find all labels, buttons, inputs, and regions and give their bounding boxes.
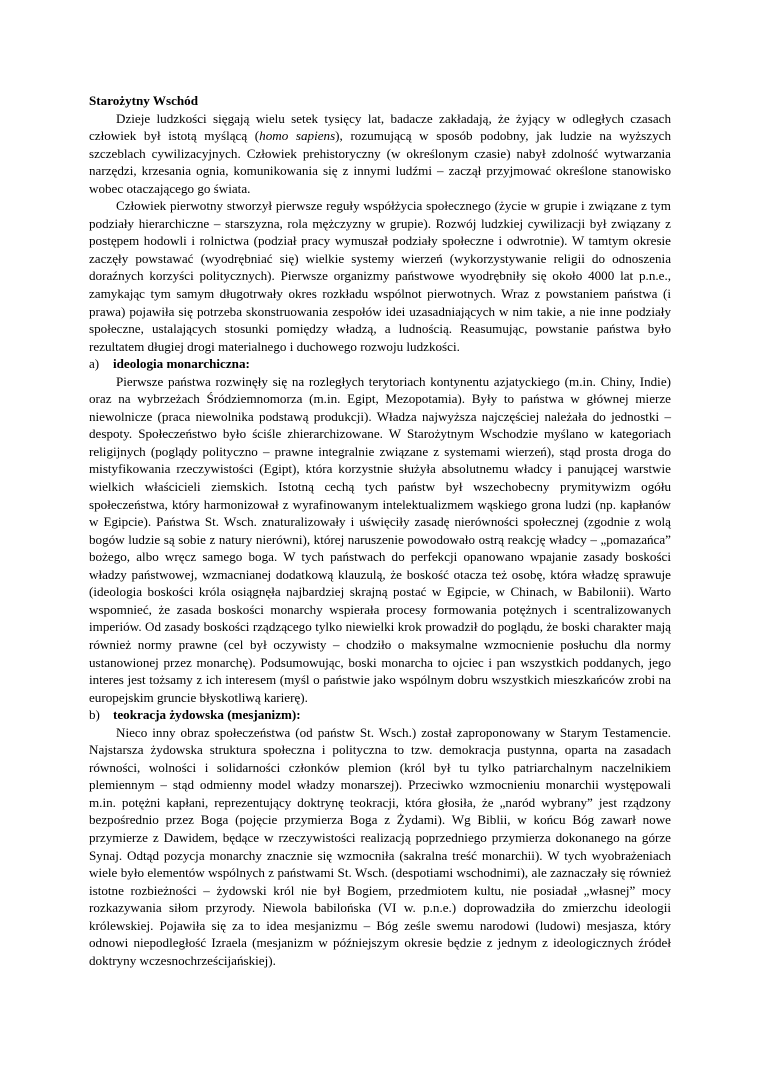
intro-p1-italic: homo sapiens bbox=[259, 128, 336, 144]
intro-paragraph-1 bbox=[89, 110, 671, 198]
section-letter: b) bbox=[89, 707, 100, 723]
section-b-text: Nieco inny obraz społeczeństwa (od państw St. Wsch.) został zaproponowany w Starym Testamencie. Najstarsza żydowska struktura społeczna i polityczna to tzw. demokracja pustynna, oparta na zasadach równości, wolności i solidarności członków plemion (król był tu tylko patriarchalnym naczelnikiem plemiennym – stąd odmienny model władzy monarszej). Przeciwko wzmocnieniu monarchii występowali m.in. potężni kapłani, reprezentujący doktrynę teokracji, która głosiła, że „naród wybrany” jest rządzony bezpośrednio przez Boga (pojęcie przymierza Boga z Żydami). Wg Biblii, w końcu Bóg zawarł nowe przymierze z Dawidem, będące w rzeczywistości realizacją poprzedniego przymierza dokonanego na górze Synaj. Odtąd pozycja monarchy znacznie się wzmocniła (sakralna treść monarchii). W tych wyobrażeniach wiele było elementów wspólnych z państwami St. Wsch. (despotiami wschodnimi), ale zaznaczały się również istotne rozbieżności – żydowski król nie był Bogiem, przedmiotem kultu, nie posiadał „własnej” mocy rozkazywania siłom przyrody. Niewola babilońska (VI w. p.n.e.) doprowadziła do zmierzchu ideologii królewskiej. Pojawiła się za to idea mesjanizmu – Bóg ześle swemu narodowi (ludowi) mesjasza, który odnowi niepodległość Izraela (mesjanizm w późniejszym okresie będzie z jednym z ideologicznych źródeł doktryny wczesnochrześcijańskiej). bbox=[89, 724, 671, 968]
section-heading-b bbox=[89, 706, 671, 724]
section-heading: teokracja żydowska (mesjanizm): bbox=[113, 707, 301, 723]
intro-p1-after: ), rozumującą w sposób podobny, jak ludzie na wyższych szczeblach cywilizacyjnych. Człowiek prehistoryczny (w określonym czasie) nabył zdolność wytwarzania narzędzi, krzesania ognia, komunikowania się z innymi ludźmi – zaczął przyjmować określone stanowisko wobec otaczającego go świata. bbox=[89, 128, 671, 196]
document-page bbox=[89, 92, 671, 969]
document-title: Starożytny Wschód bbox=[89, 93, 199, 108]
intro-paragraph-2: Człowiek pierwotny stworzył pierwsze reguły współżycia społecznego (życie w grupie i związane z tym podziały hierarchiczne – starszyzna, rola mężczyzny w grupie). Rozwój ludzkiej cywilizacji był związany z postępem hodowli i rolnictwa (podział pracy wymuszał podziały społeczne i odwrotnie). W tamtym okresie zaczęły powstawać (wyodrębniać się) wielkie systemy wierzeń (wykorzystywanie religii do odnoszenia doraźnych korzyści politycznych). Pierwsze organizmy państwowe wyodrębniły się około 4000 lat p.n.e., zamykając tym samym długotrwały okres rozkładu wspólnot pierwotnych. Wraz z powstaniem państwa (i prawa) pojawiła się potrzeba skonstruowania zespołów idei uzasadniających w nim takie, a nie inne podziały społeczne, ustalających stosunki pomiędzy władzą, a ludnością. Reasumując, powstanie państwa było rezultatem długiej drogi materialnego i duchowego rozwoju ludzkości. bbox=[89, 198, 671, 354]
intro-p1-before: Dzieje ludzkości sięgają wielu setek tysięcy lat, badacze zakładają, że żyjący w odległych czasach człowiek był istotą myślącą ( bbox=[89, 110, 671, 144]
section-heading: ideologia monarchiczna: bbox=[113, 356, 250, 372]
section-a-text: Pierwsze państwa rozwinęły się na rozległych terytoriach kontynentu azjatyckiego (m.in. Chiny, Indie) oraz na wybrzeżach Śródziemnomorza (m.in. Egipt, Mezopotamia). Były to państwa w głównej mierze niewolnicze (praca niewolnika podstawą produkcji). Władza najwyższa najczęściej należała do jednostki – despoty. Społeczeństwo było ściśle zhierarchizowane. W Starożytnym Wschodzie myślano w kategoriach religijnych (poglądy polityczno – prawne integralnie związane z systemami wierzeń), stąd prosta droga do mistyfikowania rzeczywistości (Egipt), która korzystnie służyła absolutnemu władcy i panującej warstwie wielkich właścicieli ziemskich. Istotną cechą tych państw był wszechobecny prymitywizm ogółu społeczeństwa, który harmonizował z wyrafinowanym intelektualizmem wąskiego grona ludzi (np. kapłanów w Egipcie). Państwa St. Wsch. znaturalizowały i uświęciły zasadę nierówności społecznej (zgodnie z wolą bogów ludzie są sobie z natury nierówni), której naruszenie powodowało ostrą reakcję władcy – „pomazańca” bożego, albo wręcz samego boga. W tych państwach do perfekcji opanowano wpajanie zasady boskości władzy państwowej, wzmacnianej dodatkową klauzulą, że boskość otacza też osobę, która władzę sprawuje (ideologia boskości króla osiągnęła najbardziej skrajną postać w Egipcie, w Chinach, w Babilonii). Warto wspomnieć, że zasada boskości monarchy wspierała procesy formowania potężnych i scentralizowanych imperiów. Od zasady boskości rządzącego tylko niewielki krok prowadził do poglądu, że boski charakter mają również normy prawne (cel był oczywisty – chodziło o maksymalne wzmocnienie posłuchu dla normy ustanowionej przez monarchę). Podsumowując, boski monarcha to ojciec i pan wszystkich poddanych, jego interes jest tożsamy z ich interesem (myśl o państwie jako wspólnym dobru wszystkich mieszkańców zrobi na europejskim gruncie błyskotliwą karierę). bbox=[89, 373, 671, 705]
section-letter: a) bbox=[89, 356, 100, 372]
section-heading-a bbox=[89, 355, 671, 373]
